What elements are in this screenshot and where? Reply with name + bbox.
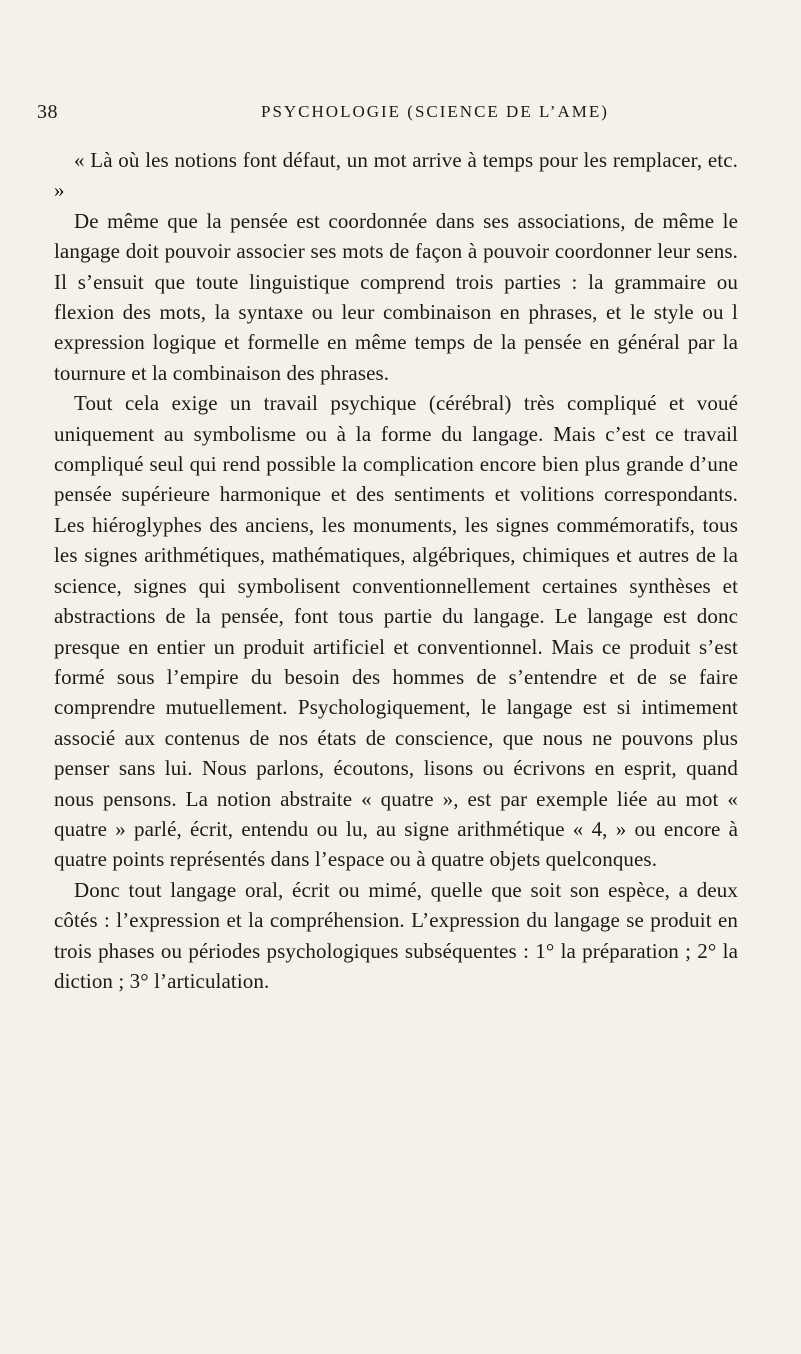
paragraph-2: De même que la pensée est coordonnée dans ses associations, de même le langage doit pouvoir associer ses mots de façon à pouvoir coordonner leur sens. Il s’ensuit que toute linguistique comprend trois parties : la grammaire ou flexion des mots, la syntaxe ou leur combinaison en phrases, et le style ou l expression logique et formelle en même temps de la pensée en général par la tournure et la combinaison des phrases. xyxy=(54,208,738,385)
paragraph-1: « Là où les notions font défaut, un mot arrive à temps pour les remplacer, etc. » xyxy=(54,148,738,203)
page-header xyxy=(37,94,757,130)
body-text xyxy=(54,145,738,996)
paragraph-4: Donc tout langage oral, écrit ou mimé, quelle que soit son espèce, a deux côtés : l’expression et la compréhension. L’expression du langage se produit en trois phases ou périodes psychologiques subséquentes : 1° la préparation ; 2° la diction ; 3° l’articulation. xyxy=(54,877,738,993)
paragraph-3: Tout cela exige un travail psychique (cérébral) très compliqué et voué uniquement au symbolisme ou à la forme du langage. Mais c’est ce travail compliqué seul qui rend possible la complication encore bien plus grande d’une pensée supérieure harmonique et des sentiments et volitions correspondants. Les hiéroglyphes des anciens, les monuments, les signes commémoratifs, tous les signes arithmétiques, mathématiques, algébriques, chimiques et autres de la science, signes qui symbolisent conventionnellement certaines synthèses et abstractions de la pensée, font tous partie du langage. Le langage est donc presque en entier un produit artificiel et conventionnel. Mais ce produit s’est formé sous l’empire du besoin des hommes de s’entendre et de se faire comprendre mutuellement. Psychologiquement, le langage est si intimement associé aux contenus de nos états de conscience, que nous ne pouvons plus penser sans lui. Nous parlons, écoutons, lisons ou écrivons en esprit, quand nous pensons. La notion abstraite « quatre », est par exemple liée au mot « quatre » parlé, écrit, entendu ou lu, au signe arithmétique « 4, » ou encore à quatre points représentés dans l’espace ou à quatre objets quelconques. xyxy=(54,391,738,872)
page-number: 38 xyxy=(37,101,58,123)
running-head: PSYCHOLOGIE (SCIENCE DE L’AME) xyxy=(261,102,609,121)
